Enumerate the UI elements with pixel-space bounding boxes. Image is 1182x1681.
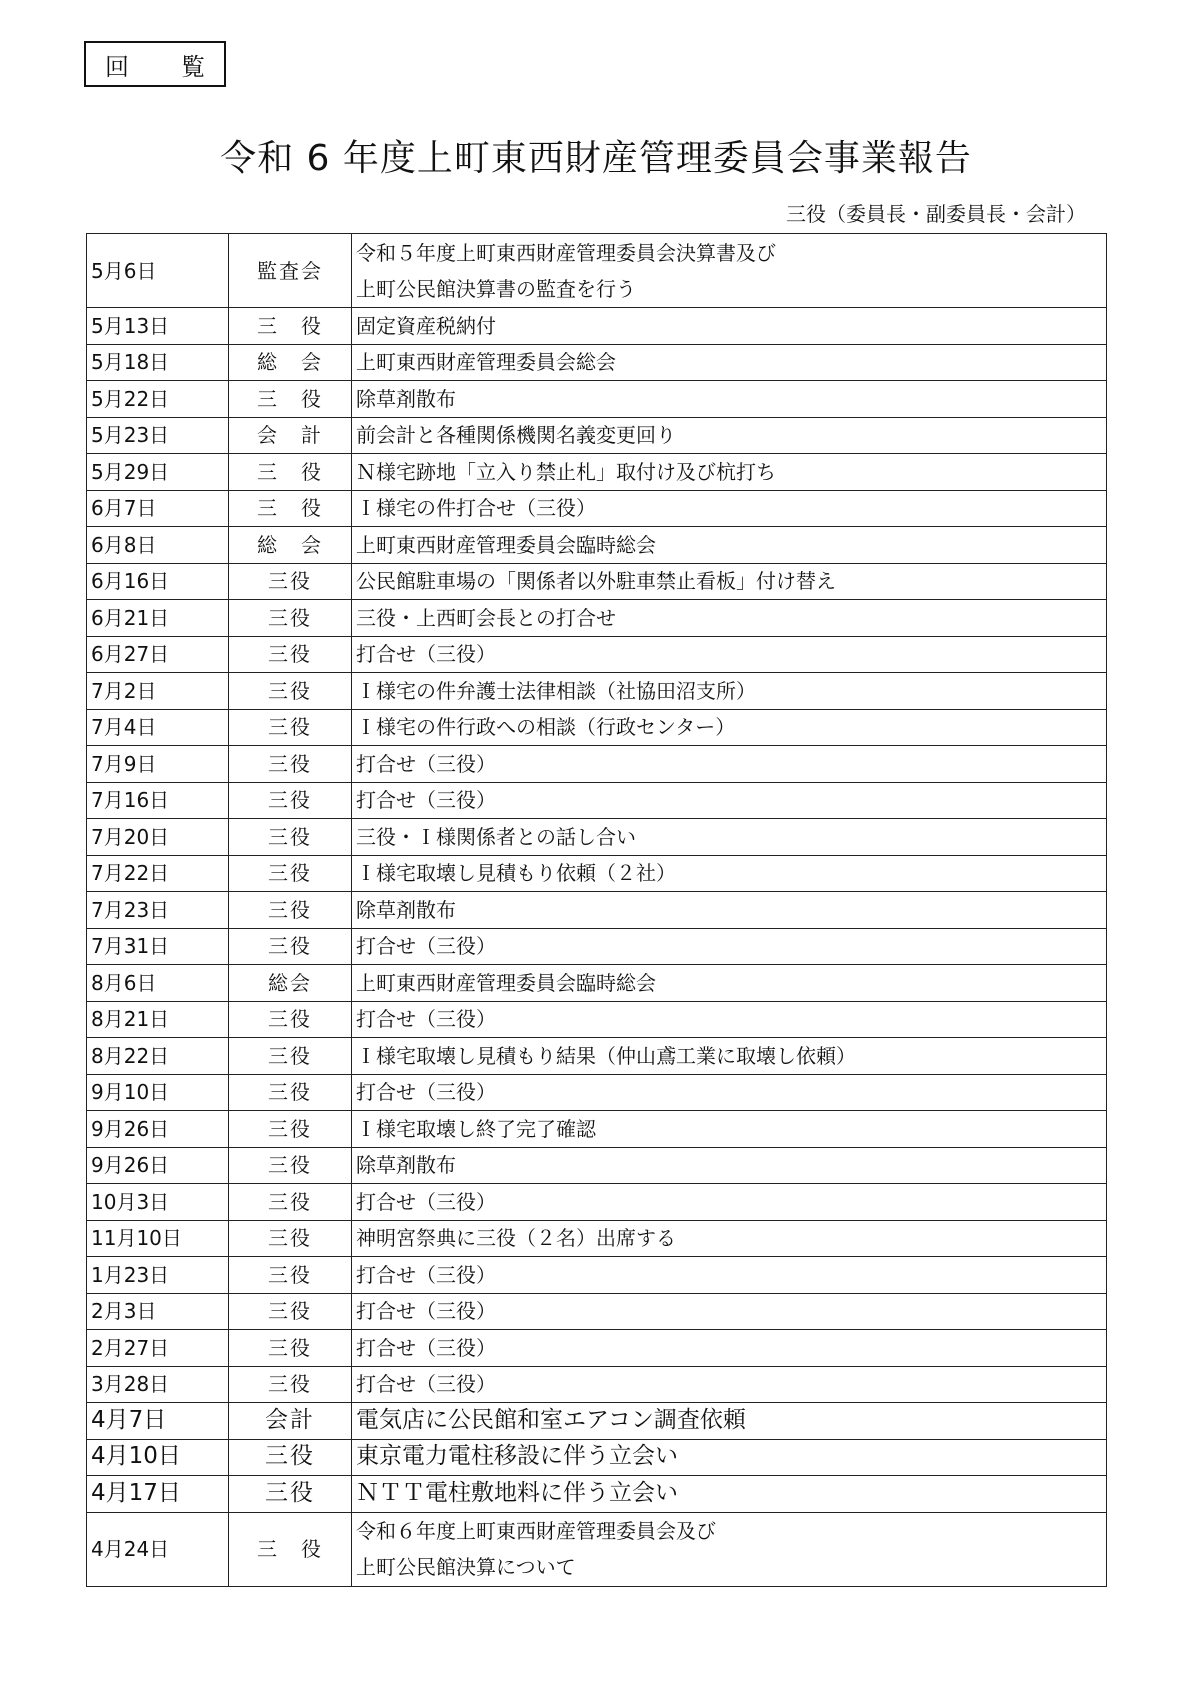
row-detail: 前会計と各種関係機関名義変更回り — [352, 417, 1107, 454]
row-detail: 打合せ（三役） — [352, 636, 1107, 673]
table-row — [87, 1257, 1107, 1294]
row-detail: ＮＴＴ電柱敷地料に伴う立会い — [352, 1476, 1107, 1513]
table-row — [87, 1293, 1107, 1330]
table-row — [87, 563, 1107, 600]
row-date: 5月13日 — [87, 308, 229, 345]
row-role: 三役 — [229, 1366, 352, 1403]
row-role: 三役 — [229, 600, 352, 637]
row-date: 7月2日 — [87, 673, 229, 710]
row-date: 5月18日 — [87, 344, 229, 381]
row-date: 7月31日 — [87, 928, 229, 965]
activity-table — [86, 233, 1107, 1587]
row-role: 会計 — [229, 1403, 352, 1440]
table-row — [87, 490, 1107, 527]
row-role: 三役 — [229, 636, 352, 673]
row-role: 会 計 — [229, 417, 352, 454]
row-date: 7月22日 — [87, 855, 229, 892]
row-role: 総 会 — [229, 527, 352, 564]
row-role: 三役 — [229, 1257, 352, 1294]
row-detail: Ｉ様宅の件打合せ（三役） — [352, 490, 1107, 527]
row-detail: 打合せ（三役） — [352, 1001, 1107, 1038]
table-row — [87, 600, 1107, 637]
row-role: 三役 — [229, 673, 352, 710]
table-row — [87, 1074, 1107, 1111]
row-date: 6月27日 — [87, 636, 229, 673]
table-row — [87, 417, 1107, 454]
row-role: 三役 — [229, 563, 352, 600]
row-role: 三 役 — [229, 1512, 352, 1586]
table-row — [87, 1001, 1107, 1038]
row-date: 2月27日 — [87, 1330, 229, 1367]
row-date: 7月23日 — [87, 892, 229, 929]
row-role: 三役 — [229, 1476, 352, 1513]
row-date: 9月26日 — [87, 1147, 229, 1184]
row-role: 三役 — [229, 709, 352, 746]
row-role: 三役 — [229, 892, 352, 929]
row-detail: 打合せ（三役） — [352, 1184, 1107, 1221]
row-role: 三 役 — [229, 490, 352, 527]
table-row — [87, 1512, 1107, 1586]
row-detail: 除草剤散布 — [352, 1147, 1107, 1184]
table-row — [87, 1476, 1107, 1513]
row-detail-line: 令和６年度上町東西財産管理委員会及び — [356, 1519, 716, 1543]
table-row — [87, 782, 1107, 819]
row-role: 三役 — [229, 1220, 352, 1257]
row-detail: 上町東西財産管理委員会臨時総会 — [352, 965, 1107, 1002]
table-row — [87, 709, 1107, 746]
row-detail: Ｉ様宅の件弁護士法律相談（社協田沼支所） — [352, 673, 1107, 710]
table-row — [87, 308, 1107, 345]
row-role: 三役 — [229, 1147, 352, 1184]
row-role: 総会 — [229, 965, 352, 1002]
table-row — [87, 454, 1107, 491]
row-date: 10月3日 — [87, 1184, 229, 1221]
row-date: 8月22日 — [87, 1038, 229, 1075]
row-role: 三 役 — [229, 381, 352, 418]
row-detail: 神明宮祭典に三役（２名）出席する — [352, 1220, 1107, 1257]
row-role: 三役 — [229, 1001, 352, 1038]
row-detail: 公民館駐車場の「関係者以外駐車禁止看板」付け替え — [352, 563, 1107, 600]
row-date: 4月7日 — [87, 1403, 229, 1440]
row-detail: 打合せ（三役） — [352, 746, 1107, 783]
row-role: 三役 — [229, 1038, 352, 1075]
row-date: 6月8日 — [87, 527, 229, 564]
table-row — [87, 673, 1107, 710]
row-detail: 除草剤散布 — [352, 892, 1107, 929]
row-role: 総 会 — [229, 344, 352, 381]
row-detail: 打合せ（三役） — [352, 928, 1107, 965]
table-row — [87, 1366, 1107, 1403]
row-role: 三役 — [229, 1111, 352, 1148]
row-date: 11月10日 — [87, 1220, 229, 1257]
table-row — [87, 892, 1107, 929]
row-role: 三役 — [229, 1330, 352, 1367]
table-row — [87, 1439, 1107, 1476]
row-detail: 打合せ（三役） — [352, 782, 1107, 819]
table-row — [87, 1220, 1107, 1257]
row-date: 5月22日 — [87, 381, 229, 418]
row-date: 5月6日 — [87, 234, 229, 308]
table-row — [87, 344, 1107, 381]
row-role: 三役 — [229, 1074, 352, 1111]
table-row — [87, 527, 1107, 564]
row-detail: Ｉ様宅の件行政への相談（行政センター） — [352, 709, 1107, 746]
row-role: 三 役 — [229, 308, 352, 345]
row-role: 三役 — [229, 855, 352, 892]
row-detail: Ｉ様宅取壊し見積もり依頼（２社） — [352, 855, 1107, 892]
row-detail-line: 上町公民館決算書の監査を行う — [356, 276, 636, 301]
row-date: 1月23日 — [87, 1257, 229, 1294]
row-date: 5月29日 — [87, 454, 229, 491]
row-date: 4月10日 — [87, 1439, 229, 1476]
row-detail: 固定資産税納付 — [352, 308, 1107, 345]
row-detail: Ｉ様宅取壊し見積もり結果（仲山鳶工業に取壊し依頼） — [352, 1038, 1107, 1075]
row-detail-line: 令和５年度上町東西財産管理委員会決算書及び — [356, 240, 776, 265]
row-detail: 打合せ（三役） — [352, 1257, 1107, 1294]
page-title: 令和 6 年度上町東西財産管理委員会事業報告 — [220, 138, 972, 179]
row-role: 三役 — [229, 782, 352, 819]
row-date: 8月21日 — [87, 1001, 229, 1038]
row-date: 7月9日 — [87, 746, 229, 783]
report-author: 三役（委員長・副委員長・会計） — [786, 202, 1086, 226]
table-row — [87, 381, 1107, 418]
row-detail: Ｉ様宅取壊し終了完了確認 — [352, 1111, 1107, 1148]
row-role: 三役 — [229, 1184, 352, 1221]
table-row — [87, 1147, 1107, 1184]
row-role: 三役 — [229, 928, 352, 965]
table-row — [87, 965, 1107, 1002]
table-row — [87, 1111, 1107, 1148]
row-detail: 上町東西財産管理委員会総会 — [352, 344, 1107, 381]
row-role: 三役 — [229, 746, 352, 783]
row-date: 7月20日 — [87, 819, 229, 856]
row-detail: 打合せ（三役） — [352, 1074, 1107, 1111]
row-date: 6月7日 — [87, 490, 229, 527]
row-role: 三役 — [229, 819, 352, 856]
row-detail: 打合せ（三役） — [352, 1366, 1107, 1403]
table-row — [87, 1184, 1107, 1221]
row-detail: 電気店に公民館和室エアコン調査依頼 — [352, 1403, 1107, 1440]
row-date: 6月21日 — [87, 600, 229, 637]
row-date: 9月26日 — [87, 1111, 229, 1148]
row-date: 9月10日 — [87, 1074, 229, 1111]
row-date: 8月6日 — [87, 965, 229, 1002]
row-date: 2月3日 — [87, 1293, 229, 1330]
row-detail: 三役・Ｉ様関係者との話し合い — [352, 819, 1107, 856]
row-date: 6月16日 — [87, 563, 229, 600]
row-date: 7月16日 — [87, 782, 229, 819]
row-role: 監査会 — [229, 234, 352, 308]
row-detail — [352, 234, 1107, 308]
table-row — [87, 636, 1107, 673]
row-detail: Ｎ様宅跡地「立入り禁止札」取付け及び杭打ち — [352, 454, 1107, 491]
table-row — [87, 1403, 1107, 1440]
row-detail — [352, 1512, 1107, 1586]
row-date: 4月24日 — [87, 1512, 229, 1586]
row-role: 三役 — [229, 1293, 352, 1330]
table-row — [87, 855, 1107, 892]
table-row — [87, 234, 1107, 308]
row-detail: 三役・上西町会長との打合せ — [352, 600, 1107, 637]
row-detail: 除草剤散布 — [352, 381, 1107, 418]
table-row — [87, 1038, 1107, 1075]
circulation-stamp: 回 覧 — [84, 41, 226, 87]
row-date: 4月17日 — [87, 1476, 229, 1513]
row-role: 三役 — [229, 1439, 352, 1476]
row-detail: 東京電力電柱移設に伴う立会い — [352, 1439, 1107, 1476]
row-detail: 上町東西財産管理委員会臨時総会 — [352, 527, 1107, 564]
table-row — [87, 819, 1107, 856]
row-detail: 打合せ（三役） — [352, 1293, 1107, 1330]
row-date: 3月28日 — [87, 1366, 229, 1403]
row-detail: 打合せ（三役） — [352, 1330, 1107, 1367]
row-detail-line: 上町公民館決算について — [356, 1555, 576, 1579]
row-date: 7月4日 — [87, 709, 229, 746]
row-date: 5月23日 — [87, 417, 229, 454]
table-row — [87, 1330, 1107, 1367]
table-row — [87, 928, 1107, 965]
row-role: 三 役 — [229, 454, 352, 491]
table-row — [87, 746, 1107, 783]
